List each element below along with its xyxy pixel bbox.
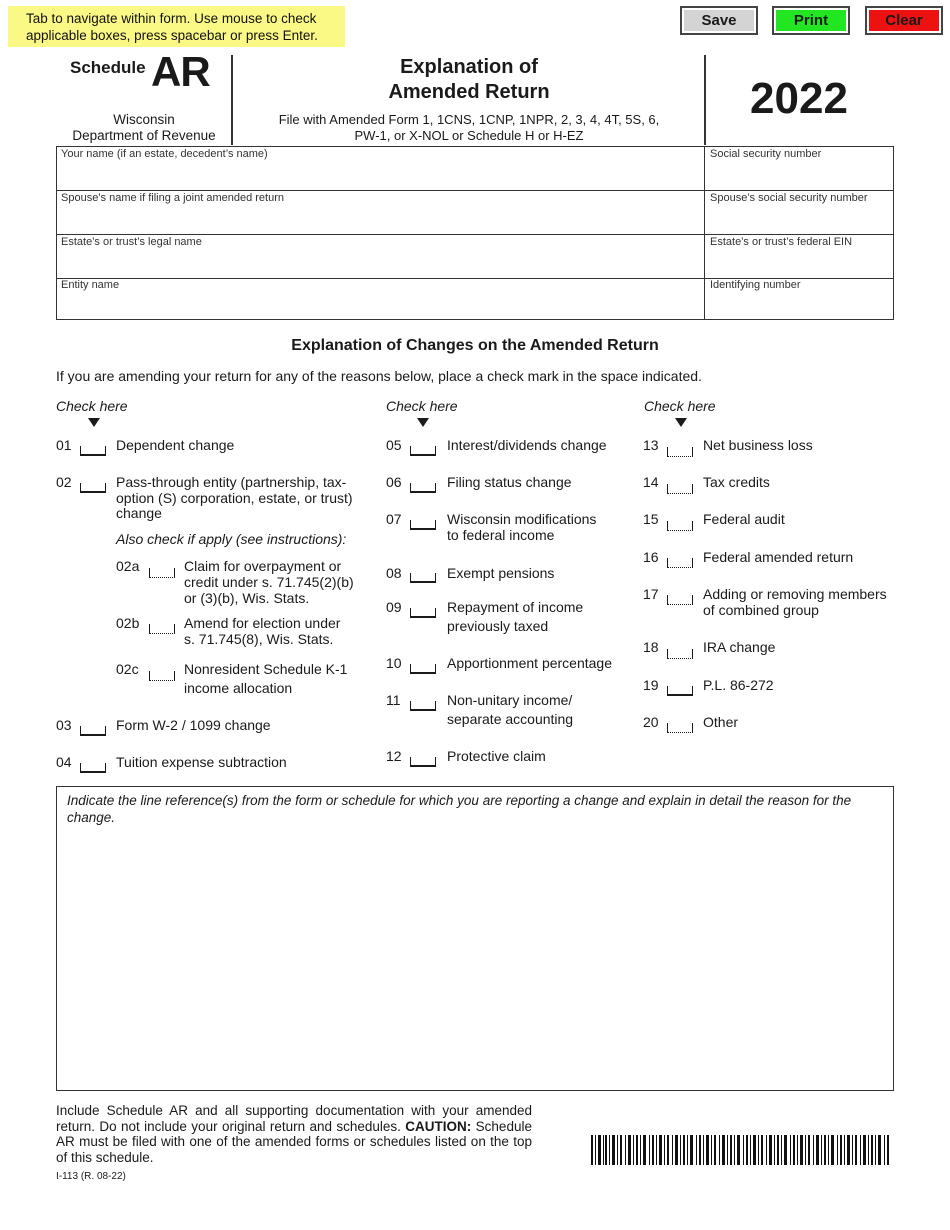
checkbox-02[interactable] xyxy=(80,483,106,493)
checkbox-03[interactable] xyxy=(80,726,106,736)
barcode-icon xyxy=(591,1135,891,1165)
form-title-line2: Amended Return xyxy=(388,81,550,103)
item-label: credit under s. 71.745(2)(b) xyxy=(184,574,354,590)
explanation-textarea[interactable] xyxy=(56,786,894,1091)
item-label: income allocation xyxy=(184,680,293,696)
item-number: 05 xyxy=(386,437,402,453)
entity-name-field[interactable]: Entity name xyxy=(61,279,120,291)
footer-caution: CAUTION: xyxy=(405,1118,472,1134)
item-label: Apportionment percentage xyxy=(447,655,612,671)
form-number: I-113 (R. 08-22) xyxy=(56,1171,126,1182)
item-label: IRA change xyxy=(703,639,776,655)
footer-text-before: Include Schedule AR and all supporting documentation with your amended return. Do not include your original return and schedules. xyxy=(56,1103,532,1134)
item-number: 19 xyxy=(643,677,659,693)
checkbox-01[interactable] xyxy=(80,446,106,456)
item-number: 03 xyxy=(56,717,72,733)
item-number: 07 xyxy=(386,511,402,527)
item-number: 10 xyxy=(386,655,402,671)
item-label: Dependent change xyxy=(116,437,235,453)
item-label: Federal audit xyxy=(703,511,785,527)
item-label: Wisconsin modifications xyxy=(447,511,597,527)
item-label: Nonresident Schedule K-1 xyxy=(184,661,348,677)
id-divider xyxy=(704,147,705,190)
item-label: to federal income xyxy=(447,527,555,543)
checkbox-09[interactable] xyxy=(410,608,436,618)
ssn-field[interactable]: Social security number xyxy=(710,148,822,160)
section-intro: If you are amending your return for any of the reasons below, place a check mark in the space indicated. xyxy=(56,368,702,384)
item-label: P.L. 86-272 xyxy=(703,677,774,693)
item-label: Amend for election under xyxy=(184,615,341,631)
checkbox-10[interactable] xyxy=(410,664,436,674)
section-heading: Explanation of Changes on the Amended Return xyxy=(291,337,659,354)
item-label: previously taxed xyxy=(447,618,549,634)
item-number: 02a xyxy=(116,558,140,574)
schedule-code: AR xyxy=(151,48,210,95)
save-button[interactable]: Save xyxy=(680,6,758,35)
item-label: Interest/dividends change xyxy=(447,437,607,453)
id-row xyxy=(57,278,893,320)
form-title-line1: Explanation of xyxy=(400,56,538,78)
checkbox-11[interactable] xyxy=(410,701,436,711)
down-arrow-icon xyxy=(417,418,429,427)
item-number: 20 xyxy=(643,714,659,730)
item-label: Claim for overpayment or xyxy=(184,558,342,574)
check-here-label: Check here xyxy=(56,398,128,414)
item-number: 18 xyxy=(643,639,659,655)
id-row xyxy=(57,147,893,191)
item-number: 14 xyxy=(643,474,659,490)
checkbox-15[interactable] xyxy=(667,521,693,531)
footer-note xyxy=(56,1103,532,1165)
item-label: change xyxy=(116,505,162,521)
item-label: or (3)(b), Wis. Stats. xyxy=(184,590,310,606)
checkbox-18[interactable] xyxy=(667,649,693,659)
footer-text-after: Schedule AR must be filed with one of the amended forms or schedules listed on the top of this schedule. xyxy=(56,1118,532,1165)
checkbox-02a[interactable] xyxy=(149,568,175,578)
tax-year: 2022 xyxy=(750,74,848,123)
identification-fields xyxy=(56,146,894,320)
explanation-prompt: Indicate the line reference(s) from the form or schedule for which you are reporting a change and explain in detail the reason for the change. xyxy=(67,793,852,825)
down-arrow-icon xyxy=(88,418,100,427)
checkbox-16[interactable] xyxy=(667,558,693,568)
id-divider xyxy=(704,278,705,320)
item-number: 08 xyxy=(386,565,402,581)
item-number: 01 xyxy=(56,437,72,453)
item-number: 04 xyxy=(56,754,72,770)
item-label: of combined group xyxy=(703,602,819,618)
form-subtitle-line2: PW-1, or X-NOL or Schedule H or H-EZ xyxy=(354,128,584,143)
id-divider xyxy=(704,191,705,234)
item-number: 12 xyxy=(386,748,402,764)
item-number: 02c xyxy=(116,661,139,677)
item-label: s. 71.745(8), Wis. Stats. xyxy=(184,631,334,647)
also-check-note: Also check if apply (see instructions): xyxy=(116,531,347,547)
print-button[interactable]: Print xyxy=(772,6,850,35)
identifying-number-field[interactable]: Identifying number xyxy=(710,279,801,291)
spouse-ssn-field[interactable]: Spouse’s social security number xyxy=(710,192,868,204)
id-row xyxy=(57,191,893,235)
item-number: 09 xyxy=(386,599,402,615)
checkbox-14[interactable] xyxy=(667,484,693,494)
checkbox-13[interactable] xyxy=(667,447,693,457)
item-label: Pass-through entity (partnership, tax- xyxy=(116,474,347,490)
checkbox-04[interactable] xyxy=(80,763,106,773)
id-row xyxy=(57,235,893,279)
spouse-name-field[interactable]: Spouse’s name if filing a joint amended return xyxy=(61,192,284,204)
check-here-label: Check here xyxy=(386,398,458,414)
id-divider xyxy=(704,235,705,278)
checkbox-19[interactable] xyxy=(667,686,693,696)
item-number: 16 xyxy=(643,549,659,565)
checkbox-02c[interactable] xyxy=(149,671,175,681)
checkbox-02b[interactable] xyxy=(149,624,175,634)
item-label: Net business loss xyxy=(703,437,813,453)
item-label: Exempt pensions xyxy=(447,565,555,581)
checkbox-07[interactable] xyxy=(410,520,436,530)
checkbox-08[interactable] xyxy=(410,573,436,583)
checkbox-06[interactable] xyxy=(410,483,436,493)
item-label: Filing status change xyxy=(447,474,572,490)
check-here-label: Check here xyxy=(644,398,716,414)
item-number: 13 xyxy=(643,437,659,453)
item-label: Form W-2 / 1099 change xyxy=(116,717,271,733)
down-arrow-icon xyxy=(675,418,687,427)
item-label: Non-unitary income/ xyxy=(447,692,573,708)
item-label: Protective claim xyxy=(447,748,546,764)
item-number: 06 xyxy=(386,474,402,490)
estate-ein-field[interactable]: Estate’s or trust’s federal EIN xyxy=(710,236,853,248)
item-label: separate accounting xyxy=(447,711,574,727)
item-number: 11 xyxy=(386,692,401,708)
checkbox-05[interactable] xyxy=(410,446,436,456)
name-field[interactable]: Your name (if an estate, decedent’s name) xyxy=(61,148,268,160)
item-label: Federal amended return xyxy=(703,549,854,565)
checkbox-20[interactable] xyxy=(667,723,693,733)
clear-button[interactable]: Clear xyxy=(865,6,943,35)
item-label: Other xyxy=(703,714,739,730)
item-number: 02b xyxy=(116,615,140,631)
checkbox-17[interactable] xyxy=(667,595,693,605)
item-label: Adding or removing members xyxy=(703,586,887,602)
item-number: 17 xyxy=(643,586,659,602)
item-label: Tuition expense subtraction xyxy=(116,754,287,770)
agency-line2: Department of Revenue xyxy=(72,128,216,143)
instructions-notice: Tab to navigate within form. Use mouse to check applicable boxes, press spacebar or press Enter. xyxy=(8,6,345,47)
item-label: option (S) corporation, estate, or trust) xyxy=(116,490,353,506)
checkbox-12[interactable] xyxy=(410,757,436,767)
agency-line1: Wisconsin xyxy=(113,112,175,127)
item-label: Tax credits xyxy=(703,474,770,490)
schedule-word: Schedule xyxy=(70,58,146,77)
estate-name-field[interactable]: Estate’s or trust’s legal name xyxy=(61,236,202,248)
item-number: 15 xyxy=(643,511,659,527)
item-number: 02 xyxy=(56,474,72,490)
form-subtitle-line1: File with Amended Form 1, 1CNS, 1CNP, 1NPR, 2, 3, 4, 4T, 5S, 6, xyxy=(278,112,660,127)
item-label: Repayment of income xyxy=(447,599,584,615)
